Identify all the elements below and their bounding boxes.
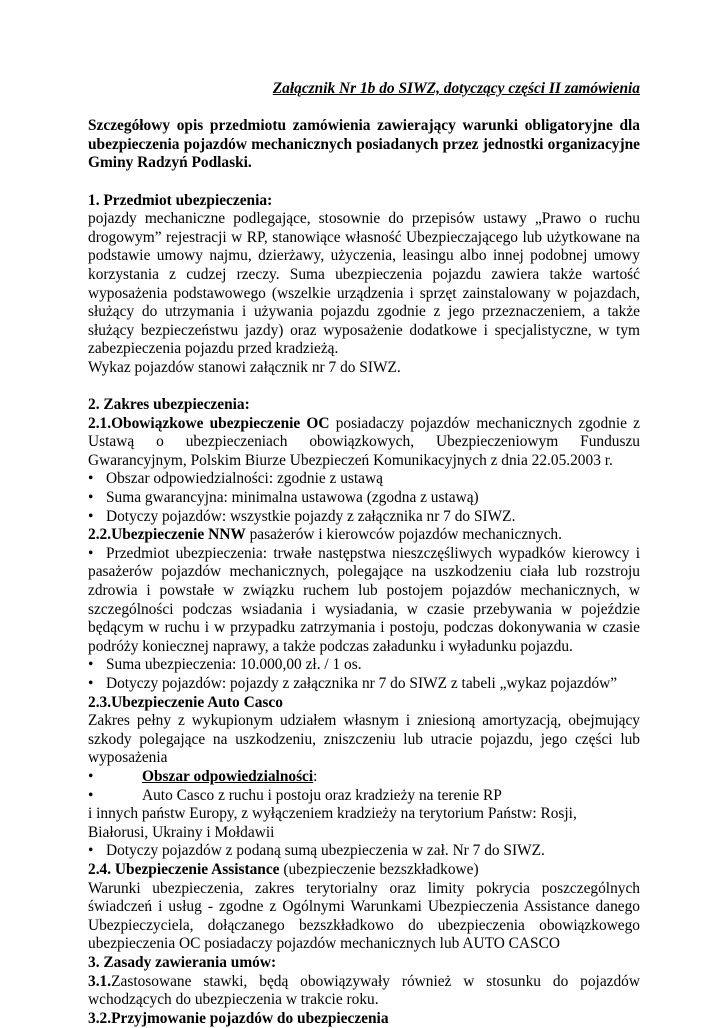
oc-title: 2.1.Obowiązkowe ubezpieczenie OC bbox=[88, 414, 330, 432]
nnw-subject: • Przedmiot ubezpieczenia: trwałe następstwa nieszczęśliwych wypadków kierowcy i pasażerów pojazdów mechanicznych, polegające na uszkodzeniu ciała lub rozstroju zdrowia i powstałe w związku ruchem lub postojem pojazdów mechanicznych, w szczególności podczas wsiadania i wysiadania, w czasie przebywania w pojeździe będącym w ruchu i w przypadku zatrzymania i postoju, podczas dokonywania w czasie podróży koniecznej naprawy, a także podczas załadunku i wyładunku pojazdu. bbox=[88, 544, 640, 655]
ac-area-label: Obszar odpowiedzialności bbox=[142, 767, 314, 785]
ac-title: 2.3.Ubezpieczenie Auto Casco bbox=[88, 693, 283, 711]
list-item: • Dotyczy pojazdów z podaną sumą ubezpieczenia w zał. Nr 7 do SIWZ. bbox=[88, 842, 545, 860]
section-2-heading: 2. Zakres ubezpieczenia: bbox=[88, 396, 250, 414]
list-item: • Auto Casco z ruchu i postoju oraz kradzieży na terenie RP bbox=[88, 786, 502, 804]
list-item: • Suma ubezpieczenia: 10.000,00 zł. / 1 os. bbox=[88, 656, 362, 674]
assistance-title: 2.4. Ubezpieczenie Assistance bbox=[88, 860, 280, 878]
oc-text: posiadaczy pojazdów mechanicznych zgodnie z Ustawą o ubezpieczeniach obowiązkowych, Ubezpieczeniowym Funduszu Gwarancyjnym, Polskim Biurze Ubezpieczeń Komunikacyjnych z dnia 22.05.2003 r. bbox=[88, 414, 640, 469]
section-1-heading: 1. Przedmiot ubezpieczenia: bbox=[88, 191, 273, 209]
section-1-text: pojazdy mechaniczne podlegające, stosownie do przepisów ustawy „Prawo o ruchu drogowym” rejestracji w RP, stanowiące własność Ubezpieczającego lub użytkowane na podstawie umowy najmu, dzierżawy, użyczenia, leasingu albo innej podobnej umowy korzystania z cudzej rzeczy. Suma ubezpieczenia pojazdu zawiera także wartość wyposażenia podstawowego (wszelkie urządzenia i sprzęt zainstalowany w pojazdach, służący do utrzymania i używania pojazdu zgodnie z jego przeznaczeniem, a także służący bezpieczeństwu jazdy) oraz wyposażenie dodatkowe i specjalistyczne, w tym zabezpieczenia pojazdu przed kradzieżą. bbox=[88, 210, 640, 358]
section-3-2: 3.2.Przyjmowanie pojazdów do ubezpieczenia bbox=[88, 1009, 389, 1027]
bullet-icon: • bbox=[88, 507, 94, 525]
assistance-paragraph bbox=[88, 861, 640, 880]
attachment-header: Załącznik Nr 1b do SIWZ, dotyczący części II zamówienia bbox=[272, 80, 640, 97]
bullet-icon: • bbox=[88, 489, 94, 507]
section-3-1: 3.1.Zastosowane stawki, będą obowiązywały również w stosunku do pojazdów wchodzących do ubezpieczenia w trakcie roku. bbox=[88, 972, 640, 1009]
section-1-note: Wykaz pojazdów stanowi załącznik nr 7 do SIWZ. bbox=[88, 358, 401, 376]
bullet-icon: • bbox=[88, 842, 94, 860]
bullet-icon: • bbox=[88, 786, 94, 804]
assistance-paren: (ubezpieczenie bezszkładkowe) bbox=[279, 860, 479, 878]
list-item: • Suma gwarancyjna: minimalna ustawowa (zgodna z ustawą) bbox=[88, 489, 479, 507]
bullet-icon: • bbox=[88, 656, 94, 674]
bullet-icon: • bbox=[88, 544, 94, 562]
list-item: • Obszar odpowiedzialności: bbox=[88, 767, 318, 785]
document-page bbox=[88, 80, 640, 1028]
assistance-text: Warunki ubezpieczenia, zakres terytorialny oraz limity pokrycia poszczególnych świadczeń i usług - zgodne z Ogólnymi Warunkami Ubezpieczenia Assistance danego Ubezpieczyciela, dołączanego bezszkładkowo do ubezpieczenia obowiązkowego ubezpieczenia OC posiadaczy pojazdów mechanicznych lub AUTO CASCO bbox=[88, 879, 640, 953]
ac-area-continuation: i innych państw Europy, z wyłączeniem kradzieży na terytorium Państw: Rosji, Białorusi, Ukrainy i Mołdawii bbox=[88, 805, 577, 841]
section-3-heading: 3. Zasady zawierania umów: bbox=[88, 953, 277, 971]
nnw-title: 2.2.Ubezpieczenie NNW bbox=[88, 526, 246, 544]
nnw-paragraph bbox=[88, 526, 640, 545]
ac-text: Zakres pełny z wykupionym udziałem własnym i zniesioną amortyzacją, obejmujący szkody polegające na uszkodzeniu, zniszczeniu lub utracie pojazdu, jego części lub wyposażenia bbox=[88, 712, 640, 767]
list-item: • Dotyczy pojazdów: pojazdy z załącznika nr 7 do SIWZ z tabeli „wykaz pojazdów” bbox=[88, 675, 618, 692]
nnw-text: pasażerów i kierowców pojazdów mechanicznych. bbox=[245, 526, 562, 544]
list-item: • Obszar odpowiedzialności: zgodnie z ustawą bbox=[88, 470, 383, 488]
list-item: • Dotyczy pojazdów: wszystkie pojazdy z załącznika nr 7 do SIWZ. bbox=[88, 507, 516, 525]
document-title: Szczegółowy opis przedmiotu zamówienia zawierający warunki obligatoryjne dla ubezpieczenia pojazdów mechanicznych posiadanych przez jednostki organizacyjne Gminy Radzyń Podlaski. bbox=[88, 117, 640, 172]
bullet-icon: • bbox=[88, 675, 94, 692]
bullet-icon: • bbox=[88, 470, 94, 488]
bullet-icon: • bbox=[88, 767, 94, 785]
oc-paragraph bbox=[88, 415, 640, 471]
